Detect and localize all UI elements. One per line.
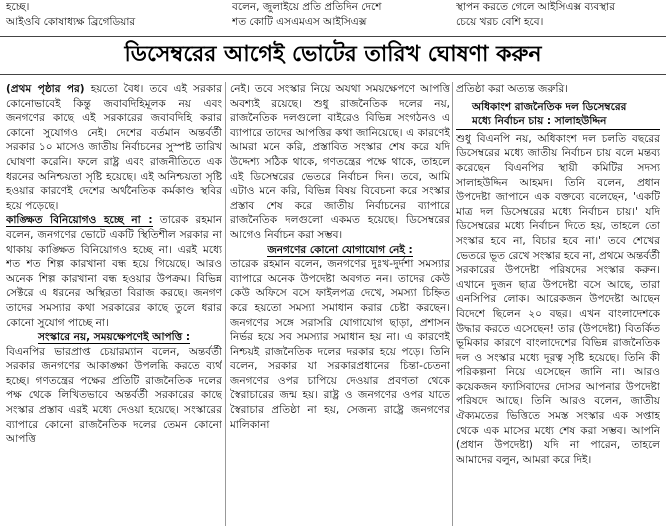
paragraph	[6, 213, 222, 330]
subheading-row	[230, 243, 450, 258]
continued-from-label: (প্রথম পৃষ্ঠার পর)	[6, 83, 85, 95]
top-fragment-left: হচ্ছে। আইওবি কোষাধ্যক্ষ ব্রিগেডিয়ার	[6, 1, 136, 28]
paragraph-text: হয়তো বৈধ। তবে এই সরকার কোনোভাবেই কিন্তু জবাবদিহিমূলক নয় এবং জনগণের কাছে এই সরকারের জবাবদিহি করার কোনো সুযোগও নেই। দেশের বর্তমান অন্তর্বর্তী সরকার ১০ মাসেও জাতীয় নির্বাচনের সুস্পষ্ট তারিখ ঘোষণা করেনি। ফলে রাষ্ট্র এবং রাজনীতিতে এক ধরনের অনিশ্চয়তা সৃষ্টি হয়েছে। এই অনিশ্চয়তা সৃষ্টি হওয়ার কারণেই দেশের অর্থনৈতিক কর্মকাণ্ড স্থবির হয়ে পড়েছে।	[6, 83, 222, 212]
headline-rule-top	[0, 36, 666, 37]
article-column-1	[6, 82, 222, 526]
subheading: জনগণের কোনো যোগাযোগ নেই :	[267, 243, 413, 256]
paragraph	[6, 82, 222, 213]
paragraph: নেই। তবে সংস্কার নিয়ে অযথা সময়ক্ষেপণে আপত্তি অবশ্যই রয়েছে। শুধু রাজনৈতিক দলের নয়, রাজনৈতিক দলগুলো বাইরেও বিভিন্ন সংগঠনও এ ব্যাপারে তাদের আপত্তির কথা জানিয়েছে। এ কারণেই আমরা মনে করি, প্রস্তাবিত সংস্কার শেষ করে যদি উদ্দেশ্য সঠিক থাকে, গণতন্ত্রের পক্ষে থাকে, তাহলে এই ডিসেম্বরের ভেতরে নির্বাচন দিন। তবে, আমি এটাও মনে করি, বিভিন্ন বিষয় বিবেচনা করে সংস্কার প্রস্তাব শেষ করে জাতীয় নির্বাচনের ব্যাপারে রাজনৈতিক দলগুলো একমত হয়েছে। ডিসেম্বরের আগেও নির্বাচন করা সম্ভব।	[230, 83, 450, 241]
headline: ডিসেম্বরের আগেই ভোটের তারিখ ঘোষণা করুন	[124, 42, 542, 67]
subheading-box	[456, 100, 660, 130]
article-column-3	[456, 82, 660, 526]
paragraph: শুধু বিএনপি নয়, অধিকাংশ দল চলতি বছরের ডিসেম্বরের মধ্যে জাতীয় নির্বাচন চায় বলে মন্তব্য করেছেন বিএনপির স্থায়ী কমিটির সদস্য সালাহউদ্দিন আহমদ। তিনি বলেন, প্রধান উপদেষ্টা জাপানে এক বক্তব্যে বলেছেন, 'একটি মাত্র দল ডিসেম্বরের মধ্যে নির্বাচন চায়।' যদি ডিসেম্বরের মধ্যে নির্বাচন দিতে হয়, তাহলে তো সংস্কার হবে না, বিচার হবে না।' তবে শেখের ভেতরে ভূত রেখে সংস্কার হবে না, প্রথমে অন্তর্বর্তী সরকারের উপদেষ্টা পরিষদের সংস্কার করুন। এখানে দুজন ছাত্র উপদেষ্টা বসে আছে, তারা এনসিপির লোক। আরেকজন উপদেষ্টা আছেন বিদেশে ছিলেন ২০ বছর। এখন বাংলাদেশকে উদ্ধার করতে এসেছেন! তার (উপদেষ্টা) বিতর্কিত ভূমিকার কারণে বাংলাদেশের বিভিন্ন রাজনৈতিক দল ও সংস্কার মধ্যে দূরত্ব সৃষ্টি হয়েছে। তিনি কী পরিকল্পনা নিয়ে এসেছেন জানি না। আরও কয়েকজন ফ্যাসিবাদের দোসর আপনার উপদেষ্টা পরিষদে আছে। তিনি আরও বলেন, জাতীয় ঐক্যমতের ভিত্তিতে সমস্ত সংস্কার এক সপ্তাহ থেকে এক মাসের মধ্যে শেষ করা সম্ভব। আপনি (প্রধান উপদেষ্টা) যদি না পারেন, তাহলে আমাদের বলুন, আমরা করে দিই।	[456, 132, 660, 466]
paragraph-text: তারেক রহমান বলেন, জনগণের ভোটে একটি স্থিতিশীল সরকার না থাকায় কাঙ্ক্ষিত বিনিয়োগও হচ্ছে না। এরই মধ্যে শত শত শিল্প কারখানা বন্ধ হয়ে গিয়েছে। আরও অনেক শিল্প কারখানা বন্ধ হওয়ার উপক্রম। বিভিন্ন সেক্টরে এ ধরনের অস্থিরতা বিরাজ করছে। জনগণ তাদের সমস্যার কথা সরকারের কাছে তুলে ধরার কোনো সুযোগ পাচ্ছে না।	[6, 214, 222, 329]
column-divider	[452, 82, 453, 526]
column-divider	[225, 82, 226, 526]
paragraph: বিএনপির ভারপ্রাপ্ত চেয়ারম্যান বলেন, অন্তর্বর্তী সরকার জনগণের আকাঙ্ক্ষা উপলব্ধি করতে ব্যর্থ হচ্ছে। গণতন্ত্রের পক্ষের প্রতিটি রাজনৈতিক দলের পক্ষ থেকে লিখিতভাবে অন্তর্বর্তী সরকারের কাছে সংস্কার প্রস্তাব এরই মধ্যে দেওয়া হয়েছে। সংস্কারের ব্যাপারে কোনো রাজনৈতিক দলের তেমন কোনো আপত্তি	[6, 345, 222, 446]
subheading: অধিকাংশ রাজনৈতিক দল ডিসেম্বরের	[472, 100, 627, 113]
top-fragment-right: স্থাপন করতে গেলে আইসিএক্স ব্যবস্থার চেয়ে খরচ বেশি হবে।	[456, 1, 615, 28]
headline-rule-bottom	[0, 74, 666, 75]
top-fragment-middle: বলেন, জুলাইয়ে প্রতি প্রতিদিন দেশে শত কোটি এসএমএস আইসিএক্স	[232, 1, 382, 28]
paragraph: প্রতিষ্ঠা করা অত্যন্ত জরুরি।	[456, 83, 569, 95]
paragraph: তারেক রহমান বলেন, জনগণের দুঃখ-দুর্দশা সমস্যার ব্যাপারে অনেক উপদেষ্টা অবগত নন। তাদের কেউ কেউ অফিসে বসে ফাইলপত্র দেখে, সমস্যা চিহ্নিত করে হয়তো সমস্যা সমাধান করার চেষ্টা করছেন। জনগণের সঙ্গে সরাসরি যোগাযোগ ছাড়া, প্রশাসন নির্ভর হয়ে সব সমস্যার সমাধান হয় না। এ কারণেই নিশ্চয়ই রাজনৈতিক দলের দরকার হয়ে পড়ে। তিনি বলেন, সরকার যা সরকারপ্রধানের চিন্তা-চেতনা জনগণের ওপর চাপিয়ে দেওয়ার প্রবণতা থেকে স্বৈরাচারের জন্ম হয়। রাষ্ট্র ও জনগণের ওপর যাতে স্বৈরাচার প্রতিষ্ঠা না হয়, সেজন্য রাষ্ট্রে জনগণের মালিকানা	[230, 258, 450, 431]
subheading-row	[6, 330, 222, 345]
subheading: কাঙ্ক্ষিত বিনিয়োগও হচ্ছে না :	[6, 214, 153, 227]
article-column-2	[230, 82, 450, 526]
subheading: সংস্কারে নয়, সময়ক্ষেপণেই আপত্তি :	[37, 331, 191, 344]
subheading: মধ্যে নির্বাচন চায় : সালাহউদ্দিন	[456, 114, 660, 130]
